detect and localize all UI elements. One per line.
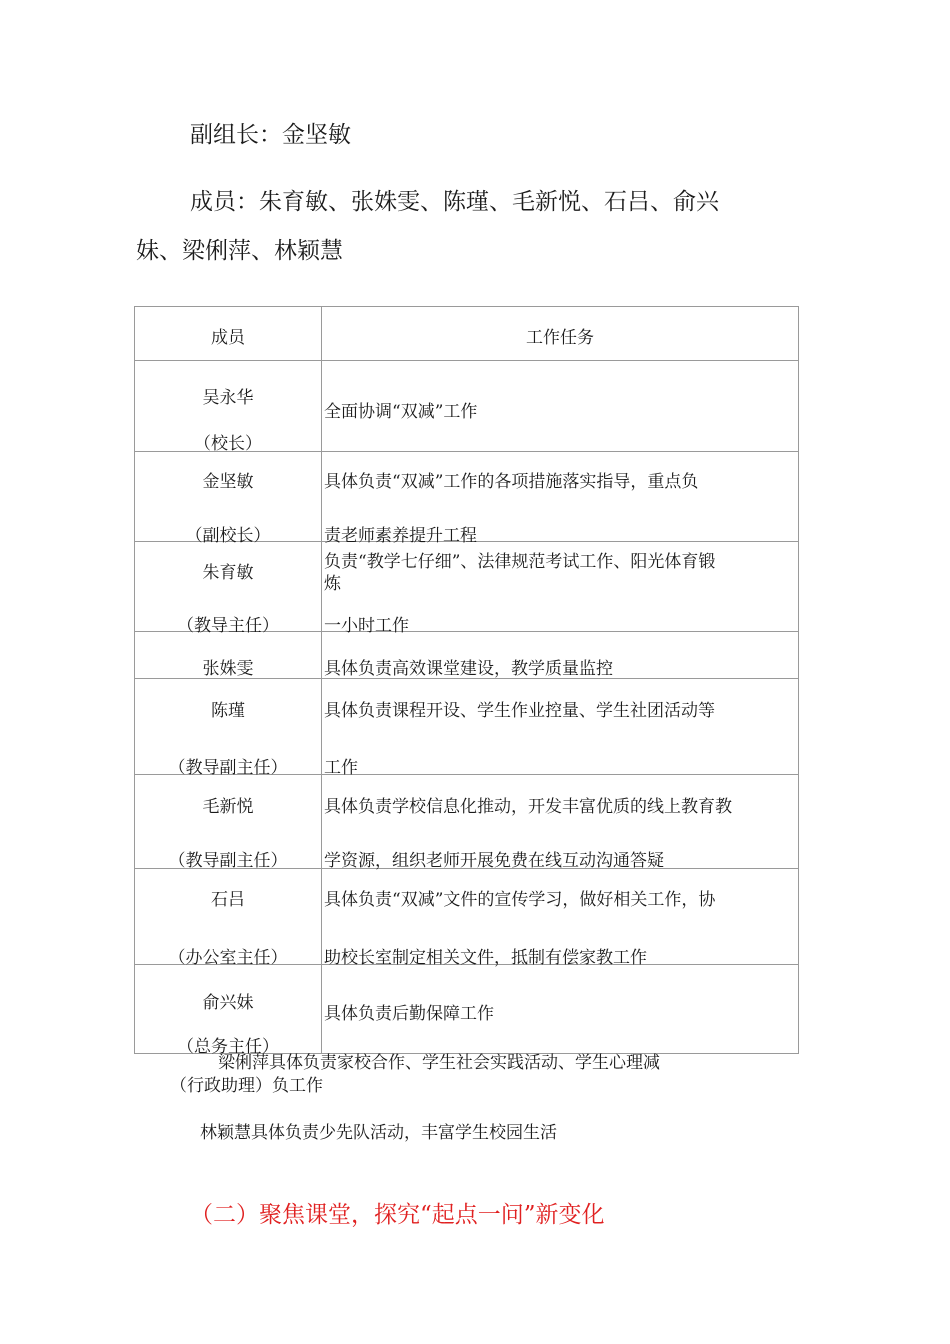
task-text: 具体负责“双减”文件的宣传学习，做好相关工作，协 — [324, 890, 716, 910]
table-row — [135, 452, 799, 542]
table-row — [135, 869, 799, 965]
table-row — [135, 632, 799, 679]
member-role: （教导副主任） — [168, 758, 288, 778]
task-text: 具体负责后勤保障工作 — [324, 1004, 494, 1024]
members-line-2: 妹、梁俐萍、林颖慧 — [136, 238, 343, 264]
task-text: 具体负责学校信息化推动，开发丰富优质的线上教育教 — [324, 797, 732, 817]
task-text-cont: 工作 — [324, 758, 358, 778]
task-text: 负责“教学七仔细”、法律规范考试工作、阳光体育锻 — [324, 552, 716, 572]
member-name: 俞兴妹 — [202, 993, 254, 1013]
duty-table — [134, 306, 799, 1057]
task-text-cont: 学资源，组织老师开展免费在线互动沟通答疑 — [324, 851, 664, 871]
task-text: 全面协调“双减”工作 — [324, 402, 478, 422]
member-role: （教导主任） — [177, 616, 279, 636]
member-name: 吴永华 — [202, 388, 254, 408]
header-cell-member: 成员 — [135, 307, 322, 361]
member-name: 毛新悦 — [202, 797, 254, 817]
task-text: 具体负责高效课堂建设，教学质量监控 — [324, 659, 613, 679]
table-row — [135, 775, 799, 869]
task-text-cont: 责老师素养提升工程 — [324, 526, 477, 546]
table-row — [135, 542, 799, 632]
member-name: 朱育敏 — [202, 563, 254, 583]
member-role: （教导副主任） — [168, 851, 288, 871]
member-role: （办公室主任） — [168, 948, 288, 968]
assignment-line-2: 林颖慧具体负责少先队活动，丰富学生校园生活 — [200, 1123, 557, 1143]
task-text-cont: 一小时工作 — [324, 616, 409, 636]
member-name: 陈瑾 — [211, 701, 245, 721]
member-role: （总务主任） — [177, 1037, 279, 1057]
task-text: 具体负责课程开设、学生作业控量、学生社团活动等 — [324, 701, 715, 721]
table-header-row — [135, 307, 799, 361]
member-role: （副校长） — [185, 526, 271, 546]
task-text-wrap: 炼 — [324, 574, 341, 594]
assignment-line-1b: （行政助理）负工作 — [170, 1076, 323, 1096]
member-name: 张姝雯 — [202, 659, 254, 679]
task-text: 具体负责“双减”工作的各项措施落实指导，重点负 — [324, 472, 699, 492]
task-text-cont: 助校长室制定相关文件，抵制有偿家教工作 — [324, 948, 647, 968]
member-name: 石吕 — [211, 890, 245, 910]
member-role: （校长） — [194, 434, 262, 454]
table-row — [135, 361, 799, 452]
members-line-1: 成员：朱育敏、张姝雯、陈瑾、毛新悦、石吕、俞兴 — [190, 189, 719, 215]
section-heading: （二）聚焦课堂，探究“起点一问”新变化 — [190, 1202, 605, 1228]
table-row — [135, 679, 799, 775]
vice-leader-line: 副组长：金坚敏 — [190, 122, 351, 148]
assignment-line-1a: 梁俐萍具体负责家校合作、学生社会实践活动、学生心理减 — [218, 1053, 660, 1073]
header-cell-task: 工作任务 — [322, 307, 799, 361]
table-row — [135, 965, 799, 1054]
member-name: 金坚敏 — [202, 472, 254, 492]
